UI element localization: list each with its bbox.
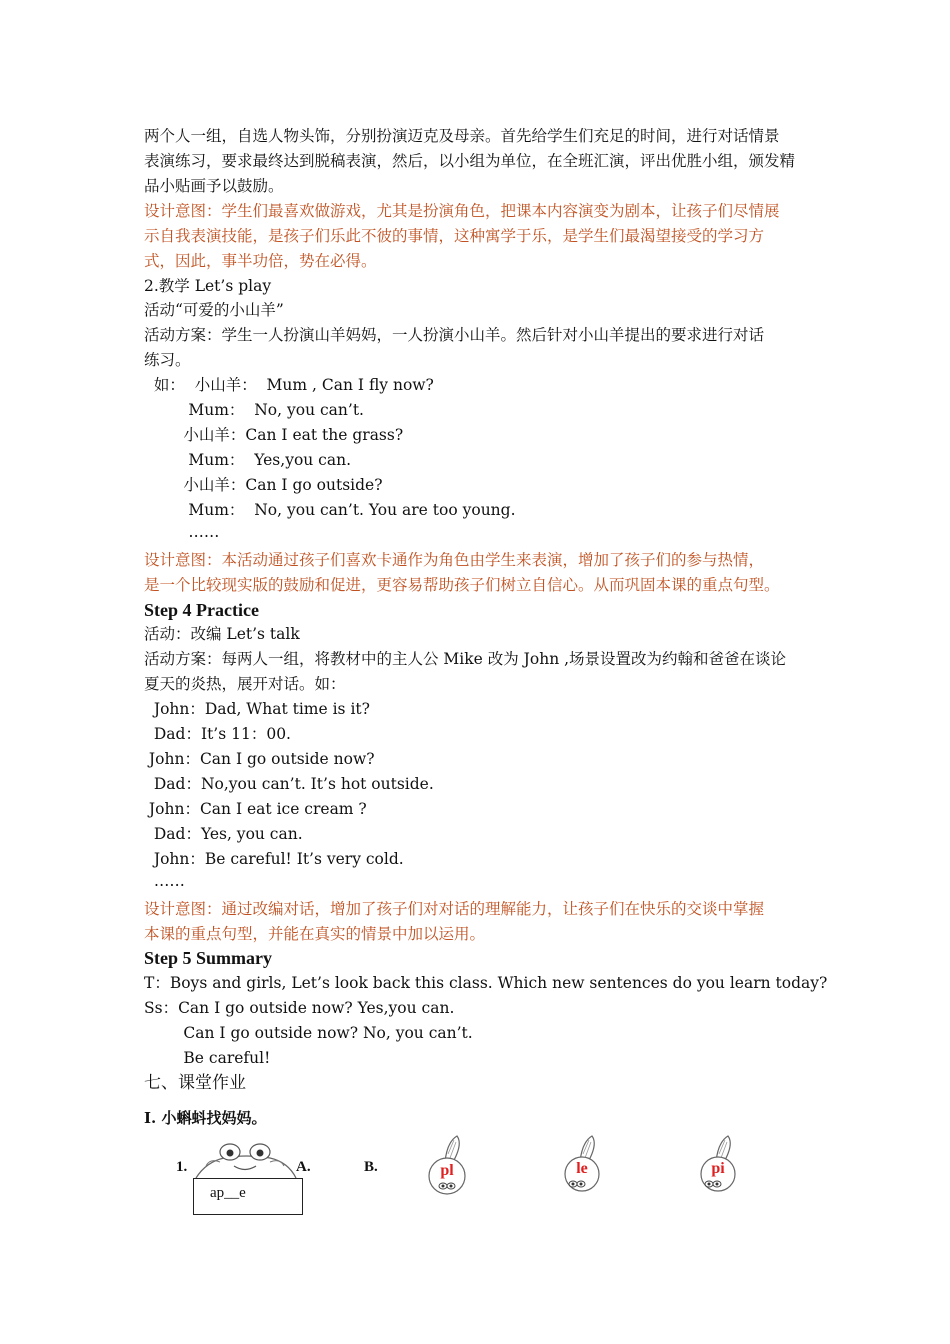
dialogue-line: John：Be careful! It’s very cold. [144,850,404,868]
section-heading: Step 4 Practice [144,600,259,620]
text-line: 活动：改编 Let’s talk [144,625,300,643]
text-line: T：Boys and girls, Let’s look back this class. Which new sentences do you learn today? [144,974,828,992]
text-line: 品小贴画予以鼓励。 [144,177,284,195]
dialogue-line: Dad：Yes, you can. [144,825,303,843]
dialogue-line: …… [144,872,185,890]
dialogue-line: …… [144,523,220,541]
rabbit-choice[interactable] [558,1132,606,1196]
dialogue-line: John：Can I eat ice cream ? [144,800,367,818]
dialogue-line: 小山羊：Can I go outside? [144,476,383,494]
text-line: 表演练习，要求最终达到脱稿表演，然后，以小组为单位，在全班汇演，评出优胜小组，颁发精 [144,152,796,170]
dialogue-line: 如： 小山羊： Mum , Can I fly now? [144,376,434,394]
text-line: 活动方案：学生一人扮演山羊妈妈，一人扮演小山羊。然后针对小山羊提出的要求进行对话 [144,326,765,344]
text-line: 两个人一组，自选人物头饰，分别扮演迈克及母亲。首先给学生们充足的时间，进行对话情景 [144,127,780,145]
design-note: 是一个比较现实版的鼓励和促进，更容易帮助孩子们树立自信心。从而巩固本课的重点句型。 [144,576,780,594]
rabbit-choice-label: le [576,1160,588,1177]
text-line: Can I go outside now? No, you can’t. [144,1024,473,1042]
dialogue-line: Mum： Yes,you can. [144,451,352,469]
text-line: 练习。 [144,351,191,369]
design-note: 设计意图：本活动通过孩子们喜欢卡通作为角色由学生来表演，增加了孩子们的参与热情， [144,551,765,569]
rabbit-choice-label: pl [440,1162,454,1179]
text-line: Be careful! [144,1049,271,1067]
text-line: 2.教学 Let’s play [144,277,272,295]
text-line: 夏天的炎热，展开对话。如： [144,675,346,693]
rabbit-choice[interactable] [694,1132,742,1196]
frog-icon [190,1140,302,1180]
design-note: 示自我表演技能，是孩子们乐此不彼的事情，这种寓学于乐，是学生们最渴望接受的学习方 [144,227,765,245]
text-line: Ss：Can I go outside now? Yes,you can. [144,999,455,1017]
dialogue-line: John：Can I go outside now? [144,750,375,768]
option-a-label: A. [296,1159,311,1175]
homework-heading-text: 七、课堂作业 [144,1073,246,1093]
dialogue-line: John：Dad, What time is it? [144,700,370,718]
design-note: 设计意图：学生们最喜欢做游戏，尤其是扮演角色，把课本内容演变为剧本，让孩子们尽情展 [144,202,780,220]
exercise-title: Ⅰ. 小蝌蚪找妈妈。 [144,1109,267,1127]
design-note: 设计意图：通过改编对话，增加了孩子们对对话的理解能力，让孩子们在快乐的交谈中掌握 [144,900,765,918]
section-heading: Step 5 Summary [144,948,273,968]
text-line: 活动“可爱的小山羊” [144,301,284,319]
design-note: 本课的重点句型，并能在真实的情景中加以运用。 [144,925,486,943]
rabbit-choice[interactable] [423,1132,471,1196]
dialogue-line: 小山羊：Can I eat the grass? [144,426,404,444]
question-number: 1. [176,1159,188,1175]
dialogue-line: Dad：It’s 11：00. [144,725,291,743]
answer-blank-text: ap__e [210,1185,246,1201]
text-line: 活动方案：每两人一组，将教材中的主人公 Mike 改为 John ,场景设置改为约翰和爸爸在谈论 [144,650,787,668]
design-note: 式，因此，事半功倍，势在必得。 [144,252,377,270]
option-b-label: B. [364,1159,378,1175]
dialogue-line: Dad：No,you can’t. It’s hot outside. [144,775,434,793]
homework-heading [144,1071,246,1095]
dialogue-line: Mum： No, you can’t. [144,401,364,419]
dialogue-line: Mum： No, you can’t. You are too young. [144,501,516,519]
answer-blank-box[interactable] [193,1178,303,1215]
rabbit-choice-label: pi [711,1160,725,1177]
